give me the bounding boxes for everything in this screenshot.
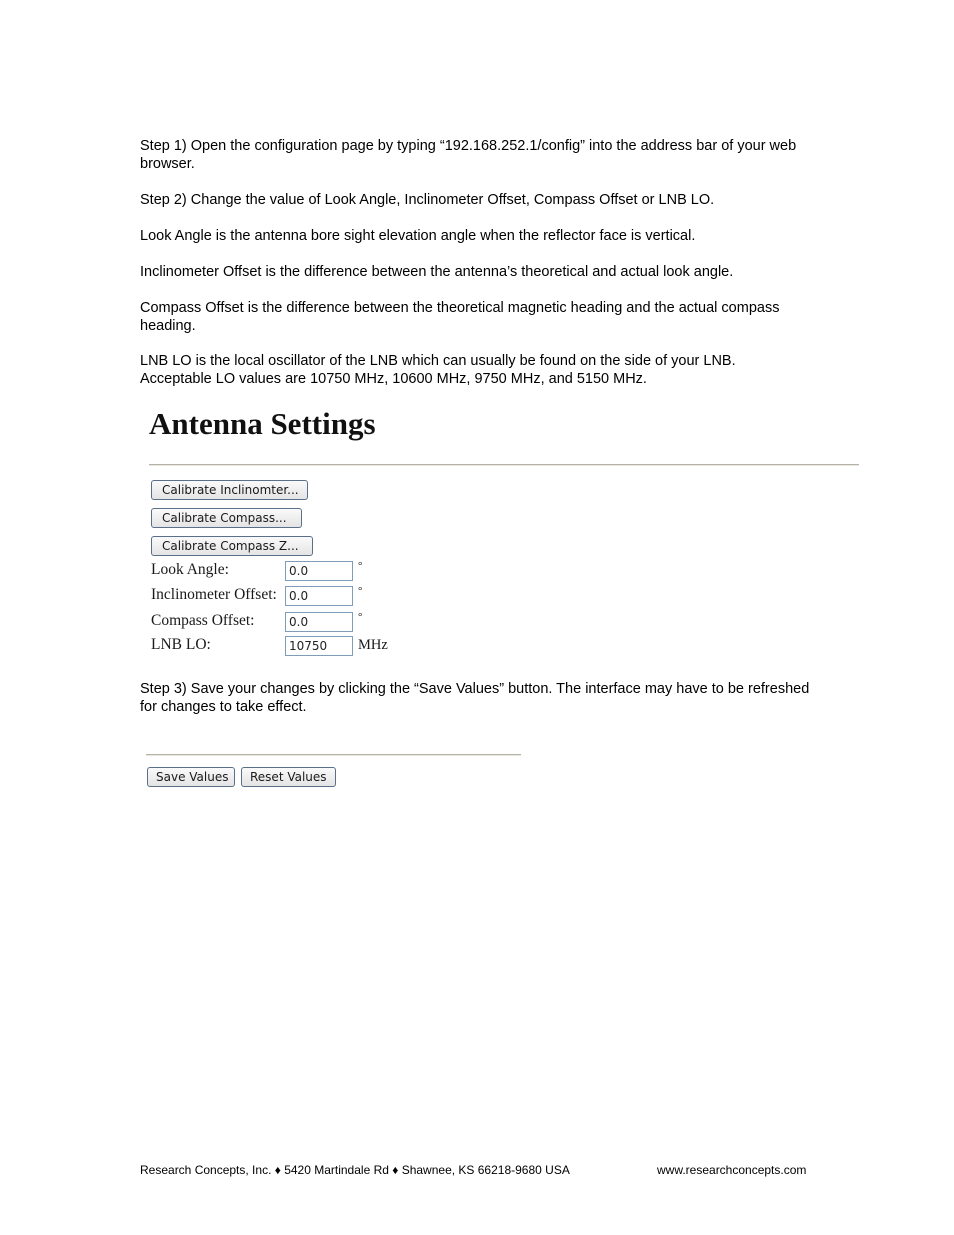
inclinometer-offset-input[interactable] <box>285 586 353 606</box>
lnb-lo-description-line2: Acceptable LO values are 10750 MHz, 10600 MHz, 9750 MHz, and 5150 MHz. <box>140 371 647 387</box>
calibrate-compass-z-button[interactable]: Calibrate Compass Z... <box>151 536 313 556</box>
lnb-lo-input[interactable] <box>285 636 353 656</box>
antenna-settings-divider <box>149 464 859 466</box>
compass-offset-label: Compass Offset: <box>151 612 255 629</box>
calibrate-compass-button[interactable]: Calibrate Compass... <box>151 508 302 528</box>
compass-offset-description: Compass Offset is the difference between the theoretical magnetic heading and the actual compass heading. <box>140 300 780 334</box>
calibrate-inclinometer-button[interactable]: Calibrate Inclinomter... <box>151 480 308 500</box>
degree-unit: ° <box>358 611 363 623</box>
inclinometer-offset-label: Inclinometer Offset: <box>151 586 277 603</box>
look-angle-description: Look Angle is the antenna bore sight elevation angle when the reflector face is vertical. <box>140 228 696 244</box>
antenna-settings-title: Antenna Settings <box>149 406 376 441</box>
footer-address: Research Concepts, Inc. ♦ 5420 Martindale Rd ♦ Shawnee, KS 66218-9680 USA <box>140 1163 570 1177</box>
look-angle-label: Look Angle: <box>151 561 229 578</box>
footer-website-link[interactable]: www.researchconcepts.com <box>657 1163 807 1177</box>
step3-text: Step 3) Save your changes by clicking the “Save Values” button. The interface may have to be refreshed for changes to take effect. <box>140 681 810 715</box>
step1-text: Step 1) Open the configuration page by typing “192.168.252.1/config” into the address bar of your web browser. <box>140 138 797 172</box>
save-values-button[interactable]: Save Values <box>147 767 235 787</box>
compass-offset-input[interactable] <box>285 612 353 632</box>
degree-unit: ° <box>358 585 363 597</box>
lnb-lo-description-line1: LNB LO is the local oscillator of the LNB which can usually be found on the side of your LNB. <box>140 353 736 369</box>
lnb-lo-label: LNB LO: <box>151 636 211 653</box>
step2-text: Step 2) Change the value of Look Angle, Inclinometer Offset, Compass Offset or LNB LO. <box>140 192 715 208</box>
inclinometer-offset-description: Inclinometer Offset is the difference between the antenna’s theoretical and actual look angle. <box>140 264 734 280</box>
save-panel-divider <box>146 754 521 756</box>
mhz-unit: MHz <box>358 637 388 653</box>
lnb-lo-description <box>140 352 830 388</box>
degree-unit: ° <box>358 560 363 572</box>
look-angle-input[interactable] <box>285 561 353 581</box>
reset-values-button[interactable]: Reset Values <box>241 767 336 787</box>
